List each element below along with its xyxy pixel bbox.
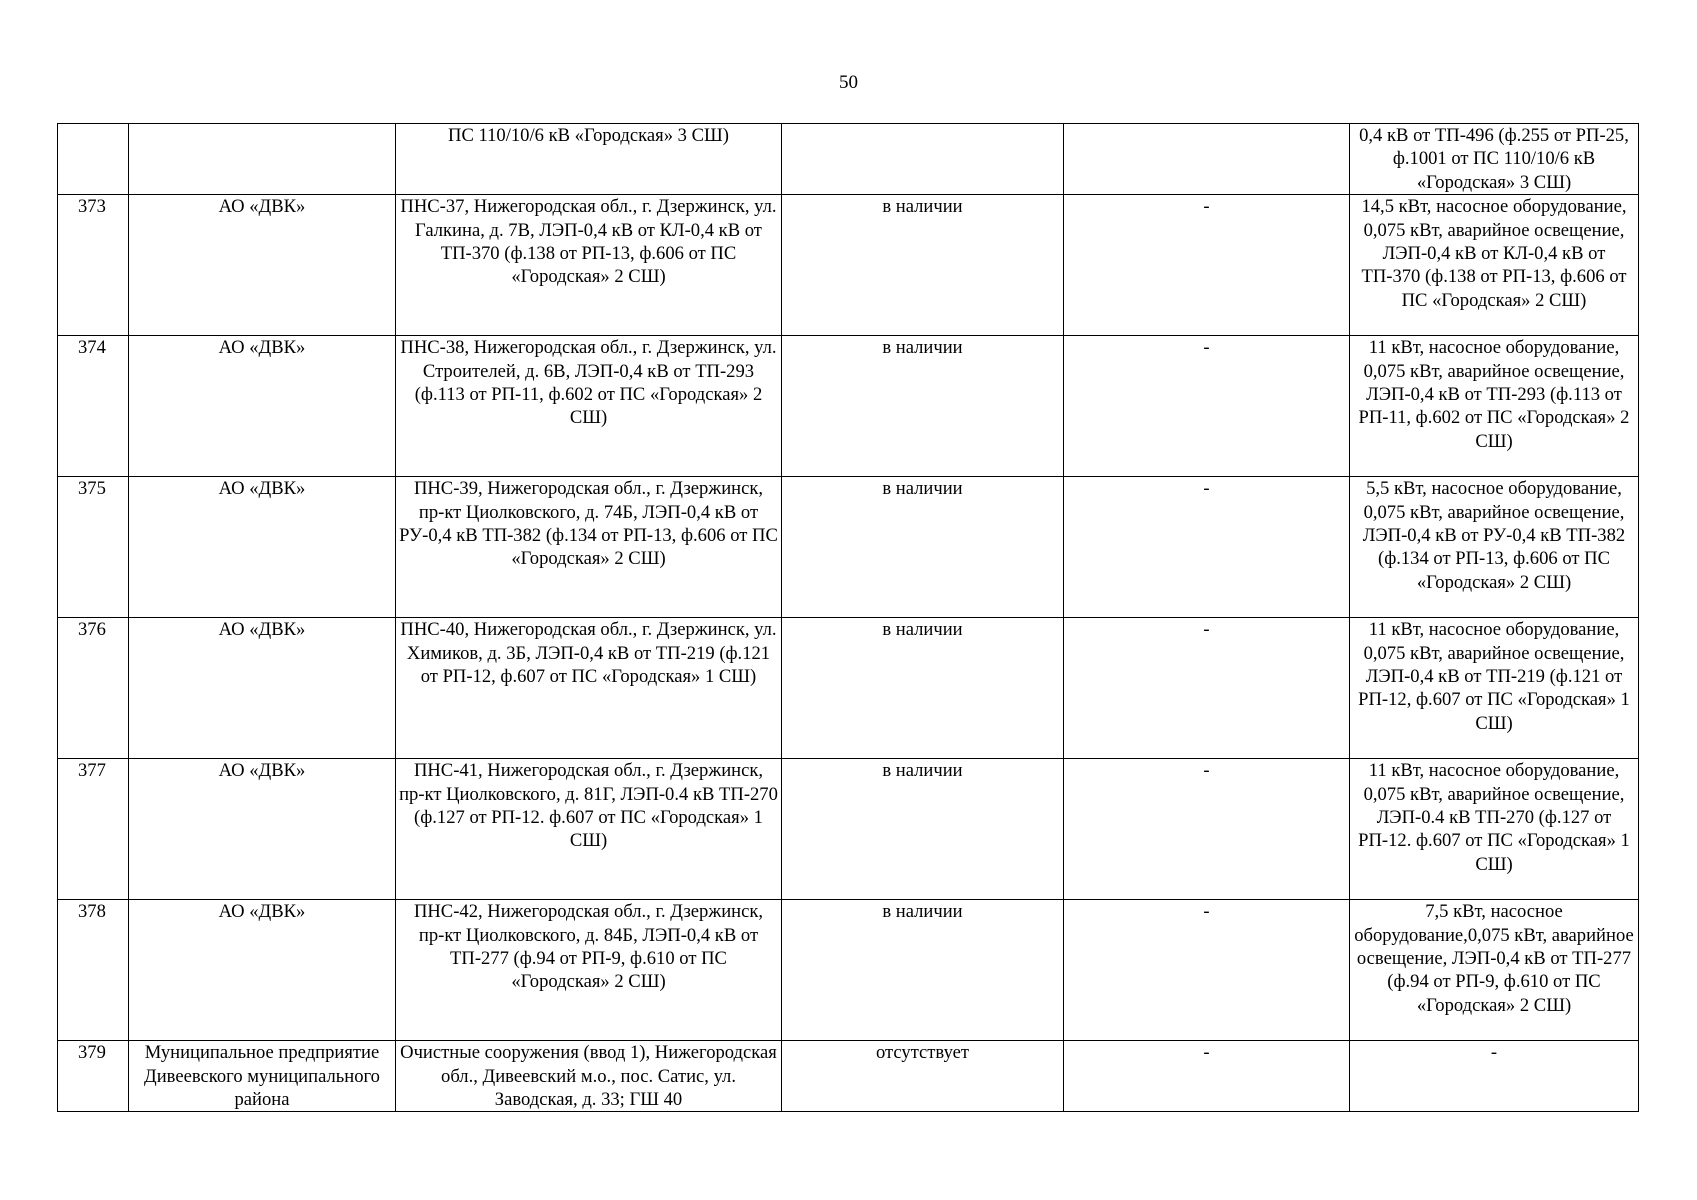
cell-owner: АО «ДВК» [129, 759, 396, 900]
cell-status: отсутствует [782, 1041, 1064, 1112]
cell-dash: - [1064, 1041, 1350, 1112]
table-row [58, 195, 1639, 336]
cell-object: Очистные сооружения (ввод 1), Нижегородская обл., Дивеевский м.о., пос. Сатис, ул. Заводская, д. 33; ГШ 40 [396, 1041, 782, 1112]
cell-status: в наличии [782, 759, 1064, 900]
cell-owner: АО «ДВК» [129, 336, 396, 477]
cell-object: ПНС-39, Нижегородская обл., г. Дзержинск, пр-кт Циолковского, д. 74Б, ЛЭП-0,4 кВ от РУ-0,4 кВ ТП-382 (ф.134 от РП-13, ф.606 от ПС «Городская» 2 СШ) [396, 477, 782, 618]
cell-power: - [1350, 1041, 1639, 1112]
cell-power: 11 кВт, насосное оборудование, 0,075 кВт, аварийное освещение, ЛЭП-0,4 кВ от ТП-293 (ф.113 от РП-11, ф.602 от ПС «Городская» 2 СШ) [1350, 336, 1639, 477]
table-row [58, 477, 1639, 618]
cell-dash: - [1064, 195, 1350, 336]
cell-status: в наличии [782, 618, 1064, 759]
cell-power: 0,4 кВ от ТП-496 (ф.255 от РП-25, ф.1001 от ПС 110/10/6 кВ «Городская» 3 СШ) [1350, 124, 1639, 195]
cell-status [782, 124, 1064, 195]
cell-status: в наличии [782, 900, 1064, 1041]
cell-number: 373 [58, 195, 129, 336]
cell-object: ПНС-40, Нижегородская обл., г. Дзержинск, ул. Химиков, д. 3Б, ЛЭП-0,4 кВ от ТП-219 (ф.121 от РП-12, ф.607 от ПС «Городская» 1 СШ) [396, 618, 782, 759]
table-row [58, 336, 1639, 477]
cell-power: 5,5 кВт, насосное оборудование, 0,075 кВт, аварийное освещение, ЛЭП-0,4 кВ от РУ-0,4 кВ ТП-382 (ф.134 от РП-13, ф.606 от ПС «Городская» 2 СШ) [1350, 477, 1639, 618]
cell-dash: - [1064, 618, 1350, 759]
cell-dash [1064, 124, 1350, 195]
cell-object: ПНС-37, Нижегородская обл., г. Дзержинск, ул. Галкина, д. 7В, ЛЭП-0,4 кВ от КЛ-0,4 кВ от ТП-370 (ф.138 от РП-13, ф.606 от ПС «Городская» 2 СШ) [396, 195, 782, 336]
cell-number [58, 124, 129, 195]
cell-power: 7,5 кВт, насосное оборудование,0,075 кВт, аварийное освещение, ЛЭП-0,4 кВ от ТП-277 (ф.94 от РП-9, ф.610 от ПС «Городская» 2 СШ) [1350, 900, 1639, 1041]
cell-owner: АО «ДВК» [129, 618, 396, 759]
table-row [58, 618, 1639, 759]
cell-power: 14,5 кВт, насосное оборудование, 0,075 кВт, аварийное освещение, ЛЭП-0,4 кВ от КЛ-0,4 кВ от ТП-370 (ф.138 от РП-13, ф.606 от ПС «Городская» 2 СШ) [1350, 195, 1639, 336]
table-row [58, 900, 1639, 1041]
cell-status: в наличии [782, 195, 1064, 336]
table-row [58, 124, 1639, 195]
cell-number: 377 [58, 759, 129, 900]
cell-object: ПС 110/10/6 кВ «Городская» 3 СШ) [396, 124, 782, 195]
cell-owner: АО «ДВК» [129, 195, 396, 336]
cell-owner: АО «ДВК» [129, 900, 396, 1041]
cell-number: 378 [58, 900, 129, 1041]
cell-owner [129, 124, 396, 195]
cell-number: 376 [58, 618, 129, 759]
cell-number: 379 [58, 1041, 129, 1112]
cell-power: 11 кВт, насосное оборудование, 0,075 кВт, аварийное освещение, ЛЭП-0.4 кВ ТП-270 (ф.127 от РП-12. ф.607 от ПС «Городская» 1 СШ) [1350, 759, 1639, 900]
cell-number: 375 [58, 477, 129, 618]
cell-dash: - [1064, 900, 1350, 1041]
cell-power: 11 кВт, насосное оборудование, 0,075 кВт, аварийное освещение, ЛЭП-0,4 кВ от ТП-219 (ф.121 от РП-12, ф.607 от ПС «Городская» 1 СШ) [1350, 618, 1639, 759]
cell-owner: АО «ДВК» [129, 477, 396, 618]
cell-status: в наличии [782, 477, 1064, 618]
cell-object: ПНС-38, Нижегородская обл., г. Дзержинск, ул. Строителей, д. 6В, ЛЭП-0,4 кВ от ТП-293 (ф.113 от РП-11, ф.602 от ПС «Городская» 2 СШ) [396, 336, 782, 477]
cell-object: ПНС-41, Нижегородская обл., г. Дзержинск, пр-кт Циолковского, д. 81Г, ЛЭП-0.4 кВ ТП-270 (ф.127 от РП-12. ф.607 от ПС «Городская» 1 СШ) [396, 759, 782, 900]
table-row [58, 1041, 1639, 1112]
registry-table [57, 123, 1639, 1112]
table-row [58, 759, 1639, 900]
cell-status: в наличии [782, 336, 1064, 477]
cell-dash: - [1064, 477, 1350, 618]
cell-owner: Муниципальное предприятие Дивеевского муниципального района [129, 1041, 396, 1112]
cell-number: 374 [58, 336, 129, 477]
cell-object: ПНС-42, Нижегородская обл., г. Дзержинск, пр-кт Циолковского, д. 84Б, ЛЭП-0,4 кВ от ТП-277 (ф.94 от РП-9, ф.610 от ПС «Городская» 2 СШ) [396, 900, 782, 1041]
cell-dash: - [1064, 759, 1350, 900]
cell-dash: - [1064, 336, 1350, 477]
page-number: 50 [839, 72, 858, 93]
